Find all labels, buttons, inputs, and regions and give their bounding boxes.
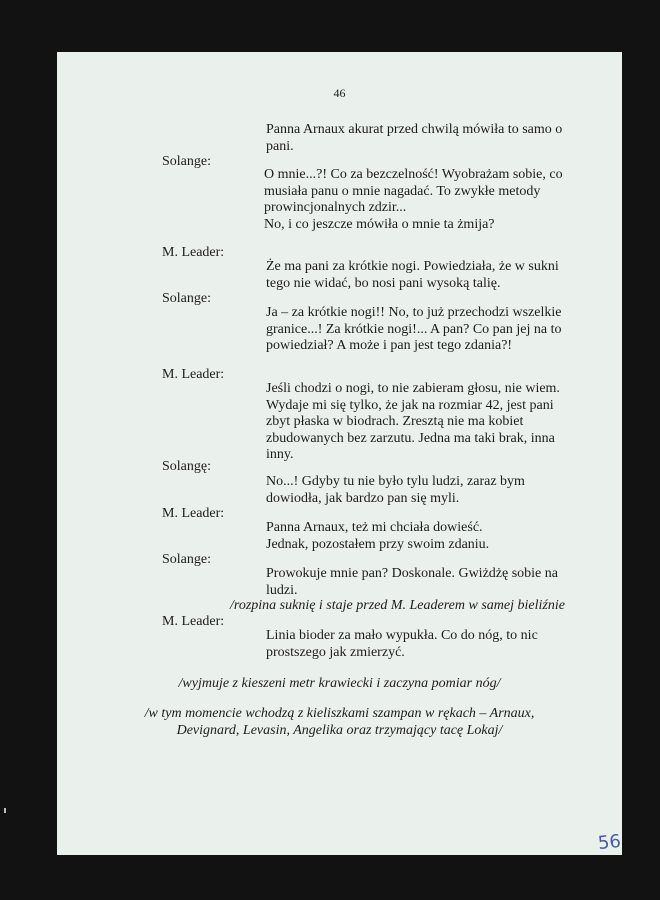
dialogue-line: Panna Arnaux, też mi chciała dowieść. Jednak, pozostałem przy swoim zdaniu.	[266, 520, 490, 552]
dialogue-line: Że ma pani za krótkie nogi. Powiedziała, że w sukni tego nie widać, bo nosi pani wysoką talię.	[266, 259, 559, 291]
speaker-label: M. Leader:	[162, 614, 225, 629]
dialogue-line: Ja – za krótkie nogi!! No, to już przechodzi wszelkie granice...! Za krótkie nogi!... A pan? Co pan jej na to powiedział? A może i pan jest tego zdania?!	[266, 305, 562, 353]
speaker-label: M. Leader:	[162, 506, 225, 521]
speaker-label: M. Leader:	[162, 245, 225, 260]
dialogue-line: Linia bioder za mało wypukła. Co do nóg, to nic prostszego jak zmierzyć.	[266, 628, 538, 660]
dialogue-line: O mnie...?! Co za bezczelność! Wyobrażam sobie, co musiała panu o mnie nagadać. To zwykłe metody prowincjonalnych zdzir... No, i co jeszcze mówiła o mnie ta żmija?	[264, 167, 563, 232]
dialogue-line: Jeśli chodzi o nogi, to nie zabieram głosu, nie wiem. Wydaje mi się tylko, że jak na rozmiar 42, jest pani zbyt płaska w biodrach. Zresztą nie ma kobiet zbudowanych bez zarzutu. Jedna ma taki brak, inna inny.	[266, 381, 560, 462]
dialogue-line: Panna Arnaux akurat przed chwilą mówiła to samo o pani.	[266, 122, 563, 154]
dialogue-line: Prowokuje mnie pan? Doskonale. Gwiżdżę sobie na ludzi.	[266, 566, 558, 598]
document-page	[57, 52, 622, 855]
dialogue-line: No...! Gdyby tu nie było tylu ludzi, zaraz bym dowiodła, jak bardzo pan się myli.	[266, 474, 525, 506]
speaker-label: Solange:	[162, 291, 211, 306]
speaker-label: Solange:	[162, 154, 211, 169]
stage-direction: /wyjmuje z kieszeni metr krawiecki i zaczyna pomiar nóg/	[178, 676, 501, 691]
stage-direction: /w tym momencie wchodzą z kieliszkami szampan w rękach – Arnaux, Devignard, Levasin, Angelika oraz trzymający tacę Lokaj/	[144, 706, 535, 738]
speaker-label: Solange:	[162, 552, 211, 567]
page-number: 46	[333, 86, 346, 100]
speaker-label: Solangę:	[162, 459, 211, 474]
stage-direction: /rozpina suknię i staje przed M. Leaderem w samej bieliźnie	[230, 598, 565, 613]
handwritten-archive-number: 56	[596, 830, 622, 855]
speaker-label: M. Leader:	[162, 367, 225, 382]
scan-speck	[4, 808, 6, 813]
